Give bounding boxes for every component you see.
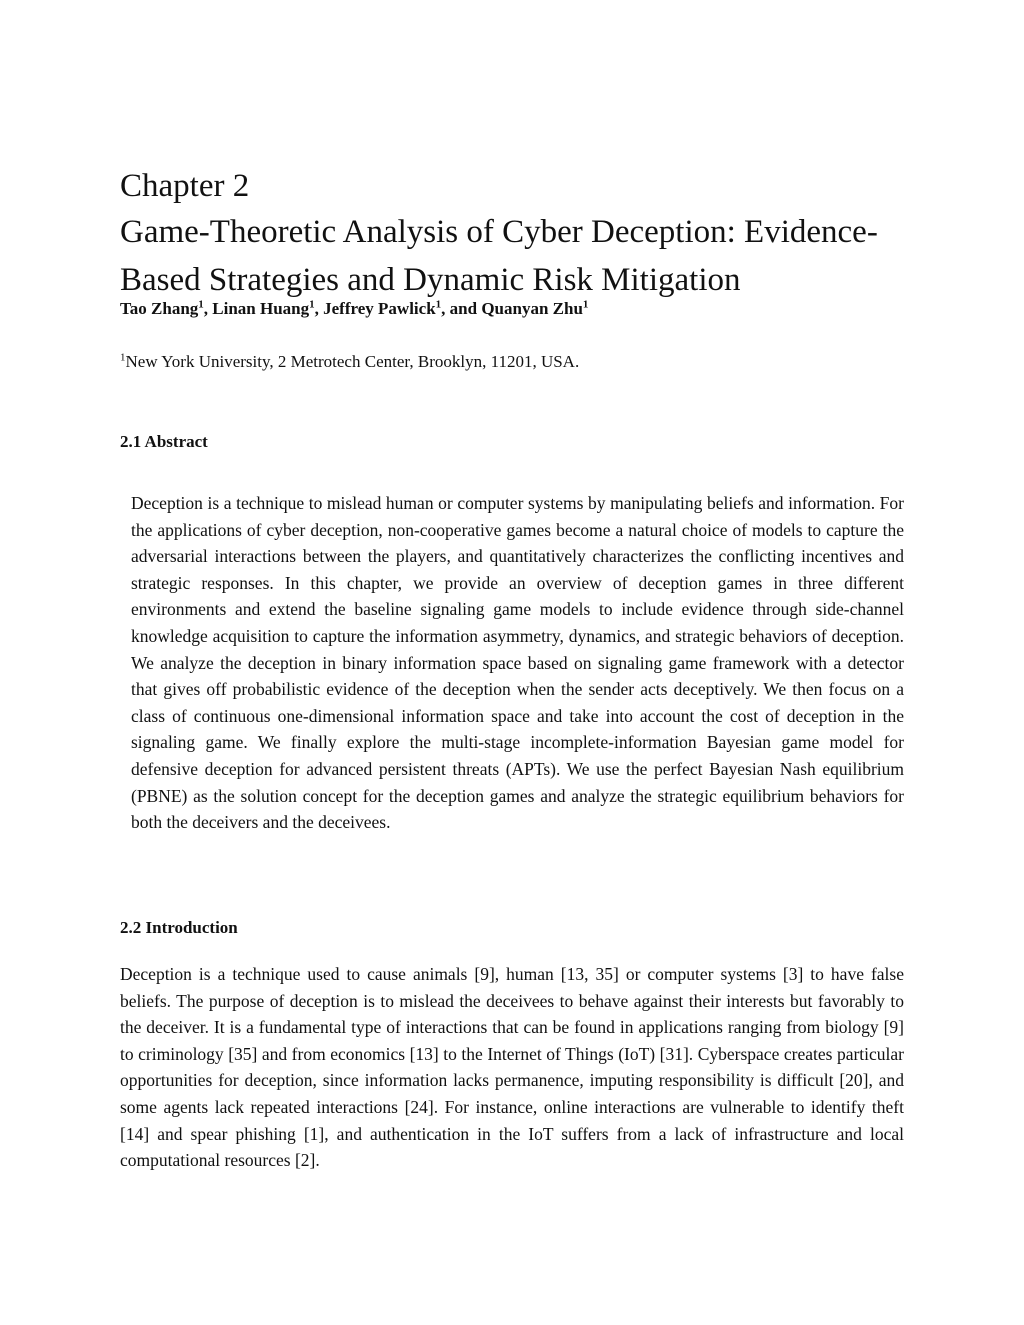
author-separator: , [314,299,324,318]
author-affiliation-mark: 1 [198,298,204,311]
author-name: Jeffrey Pawlick [323,299,436,318]
introduction-paragraph: Deception is a technique used to cause animals [9], human [13, 35] or computer systems [3] to have false beliefs. The purpose of deception is to mislead the deceivees to behave against their interests but favorably to the deceiver. It is a fundamental type of interactions that can be found in applications ranging from biology [9] to criminology [35] and from economics [13] to the Internet of Things (IoT) [31]. Cyberspace creates particular opportunities for deception, since information lacks permanence, imputing responsibility is difficult [20], and some agents lack repeated interactions [24]. For instance, online interactions are vulnerable to identify theft [14] and spear phishing [1], and authentication in the IoT suffers from a lack of infrastructure and local computational resources [2]. [120,964,904,1171]
author-name: Quanyan Zhu [481,299,583,318]
introduction-heading: 2.2 Introduction [120,918,238,937]
author-name: Tao Zhang [120,299,199,318]
chapter-title-line-2: Based Strategies and Dynamic Risk Mitigation [120,262,741,298]
affiliation-text: New York University, 2 Metrotech Center, Brooklyn, 11201, USA. [125,352,580,371]
author-affiliation-mark: 1 [435,298,442,311]
author-list [120,297,588,321]
abstract-heading: 2.1 Abstract [120,432,208,451]
author-separator: , and [441,299,482,318]
chapter-label: Chapter 2 [120,168,250,204]
author-name: Linan Huang [212,299,310,318]
author-affiliation-mark: 1 [582,298,589,311]
abstract-paragraph: Deception is a technique to mislead human or computer systems by manipulating beliefs and information. For the applications of cyber deception, non-cooperative games become a natural choice of models to capture the adversarial interactions between the players, and quantitatively characterizes the conflicting incentives and strategic responses. In this chapter, we provide an overview of deception games in three different environments and extend the baseline signaling game models to include evidence through side-channel knowledge acquisition to capture the information asymmetry, dynamics, and strategic behaviors of deception. We analyze the deception in binary information space based on signaling game framework with a detector that gives off probabilistic evidence of the deception when the sender acts deceptively. We then focus on a class of continuous one-dimensional information space and take into account the cost of deception in the signaling game. We finally explore the multi-stage incomplete-information Bayesian game model for defensive deception for advanced persistent threats (APTs). We use the perfect Bayesian Nash equilibrium (PBNE) as the solution concept for the deception games and analyze the strategic equilibrium behaviors for both the deceivers and the deceivees. [131,493,904,833]
author-affiliation-mark: 1 [309,298,315,311]
chapter-title-line-1: Game-Theoretic Analysis of Cyber Deception: Evidence- [120,214,878,250]
author-separator: , [203,299,213,318]
affiliation-mark: 1 [120,351,126,364]
chapter-title [120,208,910,304]
affiliation [120,350,579,374]
